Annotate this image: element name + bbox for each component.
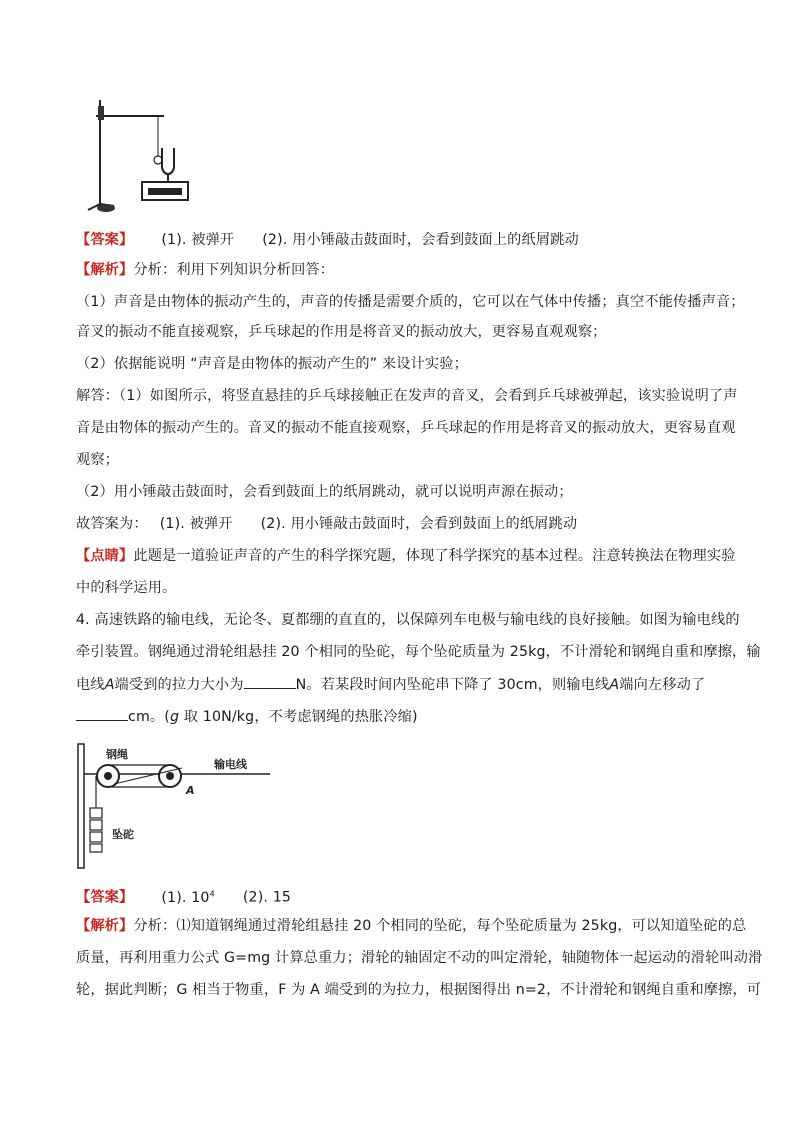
comment-tag: 【点睛】 xyxy=(76,548,134,564)
answer-item: (2). 用小锤敲击鼓面时，会看到鼓面上的纸屑跳动 xyxy=(262,232,579,248)
analysis-line: 音叉的振动不能直接观察，乒乓球起的作用是将音叉的振动放大，更容易直观观察； xyxy=(76,324,607,340)
answer-blank-2[interactable] xyxy=(76,706,128,721)
analysis-4-line: 质量，再利用重力公式 G=mg 计算总重力；滑轮的轴固定不动的叫定滑轮，轴随物体一起运动的滑轮叫动滑 xyxy=(76,950,763,966)
question-4-line: 电线A端受到的拉力大小为 N。若某段时间内坠砣串下降了 30cm，则输电线A端向左移动了 xyxy=(76,674,726,695)
analysis-4-line: 【解析】分析：⑴知道钢绳通过滑轮组悬挂 20 个相同的坠砣，每个坠砣质量为 25kg，可以知道坠砣的总 xyxy=(76,918,747,934)
analysis-line: 观察； xyxy=(76,452,120,468)
label-A: A xyxy=(186,784,195,797)
comment-line: 【点睛】此题是一道验证声音的产生的科学探究题，体现了科学探究的基本过程。注意转换法在物理实验 xyxy=(76,548,736,564)
answer-line-1 xyxy=(76,230,726,250)
pulley-tension-device-figure xyxy=(74,738,274,872)
analysis-tag: 【解析】 xyxy=(76,262,134,278)
analysis-line: （2）依据能说明 “声音是由物体的振动产生的” 来设计实验； xyxy=(76,356,468,372)
analysis-intro: 【解析】分析：利用下列知识分析回答： xyxy=(76,262,335,278)
answer-tag: 【答案】 xyxy=(76,889,134,906)
hanging-weights xyxy=(90,808,102,852)
answer-tag: 【答案】 xyxy=(76,232,134,248)
question-4-line: cm。(g 取 10N/kg，不考虑钢绳的热胀冷缩) xyxy=(76,706,726,727)
support-pole xyxy=(78,744,84,868)
answer-item: (1). $10^4$ xyxy=(161,889,215,906)
analysis-line: （1）声音是由物体的振动产生的，声音的传播是需要介质的，它可以在气体中传播；真空不能传播声音； xyxy=(76,294,745,310)
ping-pong-ball xyxy=(154,156,162,164)
comment-line: 中的科学运用。 xyxy=(76,580,177,596)
answer-line-4 xyxy=(76,884,726,908)
analysis-4-line: 轮，据此判断；G 相当于物重，F 为 A 端受到的为拉力，根据图得出 n=2，不计滑轮和钢绳自重和摩擦，可 xyxy=(76,982,762,998)
question-4-line: 牵引装置。钢绳通过滑轮组悬挂 20 个相同的坠砣，每个坠砣质量为 25kg，不计滑轮和钢绳自重和摩擦，输 xyxy=(76,644,761,660)
label-weight: 坠砣 xyxy=(112,828,134,841)
answer-item: (1). 被弹开 xyxy=(161,232,235,248)
tuning-fork-apparatus-figure xyxy=(84,96,194,216)
analysis-line: 解答：（1）如图所示，将竖直悬挂的乒乓球接触正在发声的音叉，会看到乒乓球被弹起，该实验说明了声 xyxy=(76,388,738,404)
answer-item: (2). 15 xyxy=(242,889,292,906)
analysis-tag: 【解析】 xyxy=(76,918,134,934)
tuning-fork xyxy=(162,148,174,174)
label-rope: 钢绳 xyxy=(106,748,128,761)
label-wire: 输电线 xyxy=(214,758,247,771)
final-answer-line: 故答案为： (1). 被弹开 (2). 用小锤敲击鼓面时，会看到鼓面上的纸屑跳动 xyxy=(76,516,578,532)
question-4-line: 4. 高速铁路的输电线，无论冬、夏都绷的直直的，以保障列车电极与输电线的良好接触。如图为输电线的 xyxy=(76,612,740,628)
analysis-line: 音是由物体的振动产生的。音叉的振动不能直接观察，乒乓球起的作用是将音叉的振动放大，更容易直观 xyxy=(76,420,736,436)
analysis-line: （2）用小锤敲击鼓面时，会看到鼓面上的纸屑跳动，就可以说明声源在振动； xyxy=(76,484,573,500)
answer-blank-1[interactable] xyxy=(244,674,296,689)
